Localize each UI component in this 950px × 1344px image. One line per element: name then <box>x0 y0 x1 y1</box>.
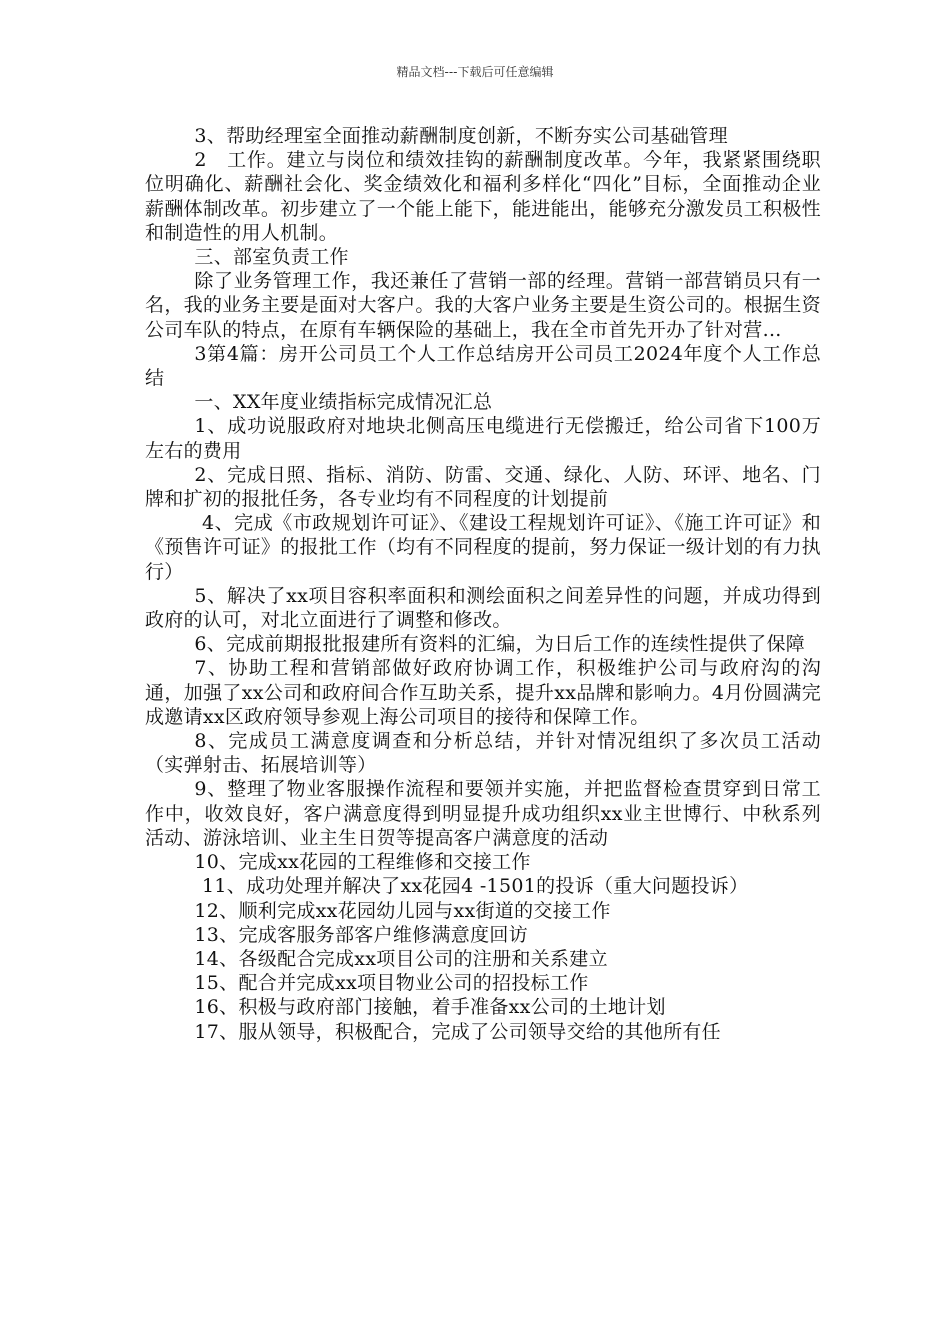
section-heading: 一、XX年度业绩指标完成情况汇总 <box>194 391 493 414</box>
list-item: 17、服从领导，积极配合，完成了公司领导交给的其他所有任 <box>194 1020 721 1043</box>
list-item: 2、完成日照、指标、消防、防雷、交通、绿化、人防、环评、地名、门牌和扩初的报批任务，各专业均有不同程度的计划提前 <box>145 463 821 511</box>
list-item: 1、成功说服政府对地块北侧高压电缆进行无偿搬迁，给公司省下100万左右的费用 <box>145 415 821 462</box>
page-header: 精品文档---下载后可任意编辑 <box>396 65 554 79</box>
paragraph: 除了业务管理工作，我还兼任了营销一部的经理。营销一部营销员只有一名，我的业务主要是面对大客户。我的大客户业务主要是生资公司的。根据生资公司车队的特点，在原有车辆保险的基础上，我在全市首先开办了针对营... <box>145 270 821 341</box>
section-heading: 三、部室负责工作 <box>194 246 349 269</box>
list-item: 6、完成前期报批报建所有资料的汇编，为日后工作的连续性提供了保障 <box>194 633 806 656</box>
list-item: 15、配合并完成xx项目物业公司的招投标工作 <box>194 972 589 995</box>
list-item: 7、协助工程和营销部做好政府协调工作，积极维护公司与政府沟的沟通，加强了xx公司和政府间合作互助关系，提升xx品牌和影响力。4月份圆满完成邀请xx区政府领导参观上海公司项目的接待和保障工作。 <box>145 657 821 728</box>
paragraph: 2 工作。建立与岗位和绩效挂钩的薪酬制度改革。今年，我紧紧围绕职位明确化、薪酬社会化、奖金绩效化和福利多样化“四化”目标，全面推动企业薪酬体制改革。初步建立了一个能上能下，能进能出，能够充分激发员工积极性和制造性的用人机制。 <box>145 149 821 244</box>
document-body <box>145 124 821 1044</box>
paragraph: 3、帮助经理室全面推动薪酬制度创新，不断夯实公司基础管理 <box>194 125 728 147</box>
list-item: 13、完成客服务部客户维修满意度回访 <box>194 923 528 946</box>
list-item: 14、各级配合完成xx项目公司的注册和关系建立 <box>194 947 608 970</box>
list-item: 4、完成《市政规划许可证》、《建设工程规划许可证》、《施工许可证》和《预售许可证》的报批工作（均有不同程度的提前，努力保证一级计划的有力执行） <box>145 512 821 583</box>
list-item: 11、成功处理并解决了xx花园4 -1501的投诉（重大问题投诉） <box>202 875 749 898</box>
list-item: 5、解决了xx项目容积率面积和测绘面积之间差异性的问题，并成功得到政府的认可，对北立面进行了调整和修改。 <box>145 584 821 632</box>
list-item: 10、完成xx花园的工程维修和交接工作 <box>194 851 531 874</box>
list-item: 8、完成员工满意度调查和分析总结，并针对情况组织了多次员工活动（实弹射击、拓展培训等） <box>145 730 821 777</box>
list-item: 16、积极与政府部门接触，着手准备xx公司的土地计划 <box>194 996 666 1019</box>
list-item: 12、顺利完成xx花园幼儿园与xx街道的交接工作 <box>194 899 611 922</box>
list-item: 9、整理了物业客服操作流程和要领并实施，并把监督检查贯穿到日常工作中，收效良好，客户满意度得到明显提升成功组织xx业主世博行、中秋系列活动、游泳培训、业主生日贺等提高客户满意度的活动 <box>145 778 821 849</box>
article-title: 3第4篇：房开公司员工个人工作总结房开公司员工2024年度个人工作总结 <box>145 342 821 390</box>
